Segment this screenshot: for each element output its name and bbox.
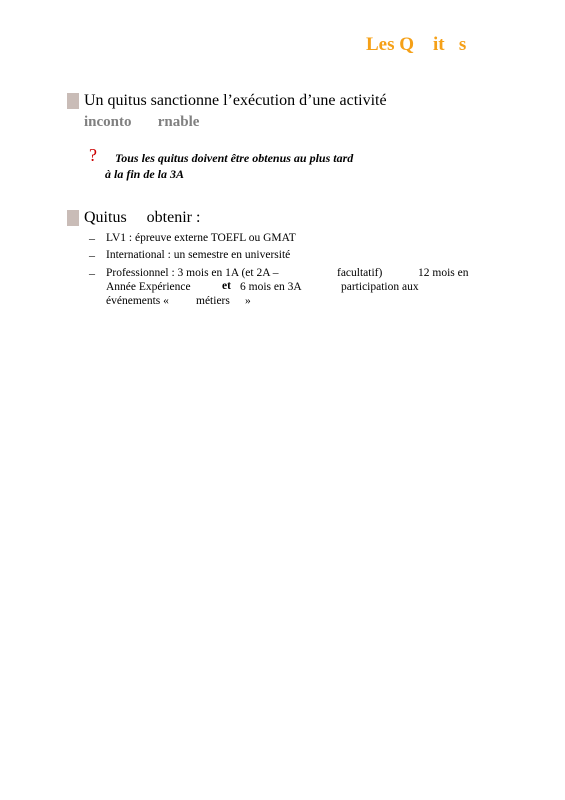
note-line-1: Tous les quitus doivent être obtenus au plus tard — [115, 151, 354, 165]
bullet-square-icon — [67, 93, 79, 109]
bullet1-text: Un quitus sanctionne l’exécution d’une activité — [84, 92, 387, 109]
page-title: Les Q it s — [366, 34, 467, 55]
list-item: LV1 : épreuve externe TOEFL ou GMAT — [106, 232, 296, 244]
list-item-fragment: Professionnel : 3 mois en 1A (et 2A – — [106, 267, 279, 279]
list-item-fragment: métiers — [196, 295, 230, 307]
list-item-fragment: et — [222, 280, 231, 292]
note-line-2: à la fin de la 3A — [105, 167, 185, 181]
dash-marker: – — [89, 231, 95, 245]
list-item-fragment: 12 mois en — [418, 267, 469, 279]
list-item-fragment: participation aux — [341, 281, 419, 293]
question-mark-icon: ? — [89, 145, 97, 165]
list-item-fragment: événements « — [106, 295, 169, 307]
bullet2-text: Quitus obtenir : — [84, 209, 201, 226]
list-item-fragment: 6 mois en 3A — [240, 281, 302, 293]
bullet-square-icon — [67, 210, 79, 226]
list-item-fragment: » — [245, 295, 251, 307]
bullet1-subtext: inconto rnable — [84, 114, 200, 130]
list-item: International : un semestre en université — [106, 249, 291, 261]
dash-marker: – — [89, 248, 95, 262]
list-item-fragment: Année Expérience — [106, 281, 191, 293]
dash-marker: – — [89, 266, 95, 280]
list-item-fragment: facultatif) — [337, 267, 383, 279]
